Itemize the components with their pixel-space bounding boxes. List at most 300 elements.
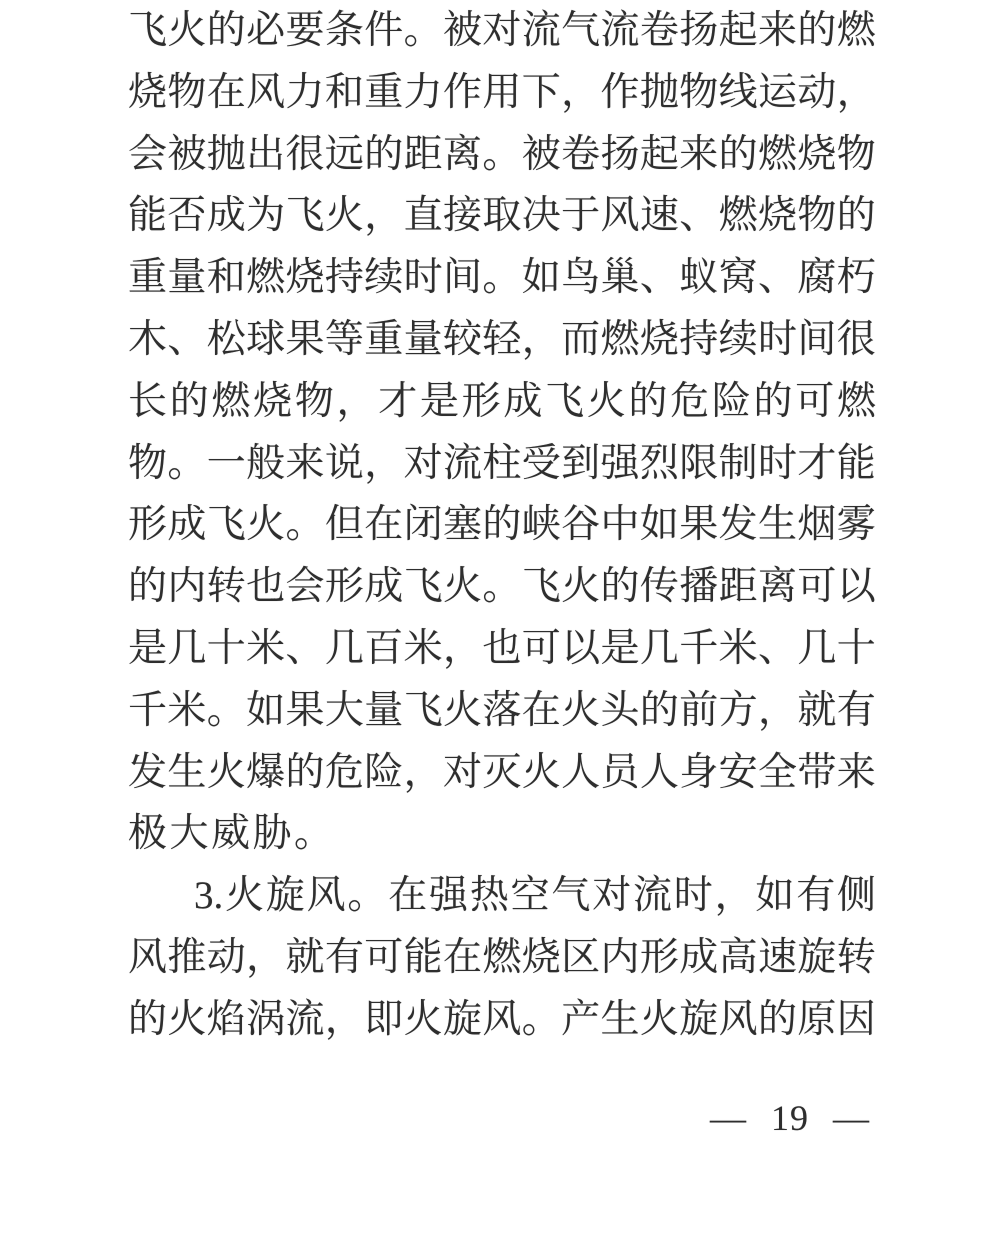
char: 物 — [167, 70, 207, 114]
char: 风 — [482, 997, 522, 1041]
char: 的 — [836, 194, 876, 238]
char: 风 — [718, 997, 758, 1041]
char: 发 — [128, 750, 168, 794]
char: 火 — [206, 750, 246, 794]
char: 烧 — [285, 256, 325, 300]
char: 对 — [592, 874, 632, 918]
char: 抛 — [639, 70, 679, 114]
text-line — [128, 124, 876, 186]
char: 可 — [364, 935, 404, 979]
char: 飞 — [545, 379, 585, 423]
char: 内 — [167, 565, 207, 609]
char: 、 — [167, 317, 207, 361]
char: 会 — [285, 565, 325, 609]
char: 火 — [167, 9, 207, 52]
char: 和 — [206, 256, 246, 300]
char: 也 — [246, 565, 286, 609]
char: 烧 — [639, 317, 679, 361]
char: 很 — [836, 317, 876, 361]
char: 来 — [679, 132, 719, 176]
char: 条 — [324, 9, 364, 52]
char: 流 — [443, 441, 483, 485]
char: 转 — [206, 565, 246, 609]
char: 热 — [469, 874, 509, 918]
page-number: — 19 — — [710, 1098, 870, 1138]
char: 动 — [206, 935, 246, 979]
text-line — [128, 309, 876, 371]
char: ， — [561, 70, 601, 114]
char: 可 — [795, 379, 835, 423]
char: 燃 — [482, 935, 522, 979]
char: ， — [521, 317, 561, 361]
text-line — [128, 989, 876, 1051]
char: 形 — [324, 565, 364, 609]
char: 转 — [836, 935, 876, 979]
char: 人 — [561, 750, 601, 794]
char: 气 — [551, 874, 591, 918]
char: 带 — [797, 750, 837, 794]
char: 烧 — [128, 70, 168, 114]
char: 即 — [364, 997, 404, 1041]
char: 中 — [600, 503, 640, 547]
char: 腐 — [797, 256, 837, 300]
char: 员 — [600, 750, 640, 794]
char: 朽 — [836, 256, 876, 300]
text-line — [128, 556, 876, 618]
char: 前 — [679, 688, 719, 732]
char: 峡 — [521, 503, 561, 547]
char: 形 — [461, 379, 501, 423]
char: 燃 — [718, 194, 758, 238]
char: 和 — [324, 70, 364, 114]
char: 燃 — [836, 379, 876, 423]
char: 很 — [285, 132, 325, 176]
char: 有 — [796, 874, 836, 918]
char: 卷 — [561, 132, 601, 176]
char: 的 — [628, 379, 668, 423]
char: 风 — [600, 194, 640, 238]
char: 在 — [364, 503, 404, 547]
char: 火 — [639, 997, 679, 1041]
char: 物 — [294, 379, 334, 423]
char: 烧 — [253, 379, 293, 423]
char: 来 — [285, 441, 325, 485]
char: 爆 — [246, 750, 286, 794]
char: 能 — [128, 194, 168, 238]
char: 量 — [167, 256, 207, 300]
text-line — [128, 618, 876, 680]
char: 时 — [673, 874, 713, 918]
char: 火 — [324, 194, 364, 238]
char: 烧 — [797, 132, 837, 176]
char: 取 — [482, 194, 522, 238]
char: 流 — [285, 997, 325, 1041]
char: ， — [324, 997, 364, 1041]
char: 起 — [718, 9, 758, 52]
char: ， — [403, 750, 443, 794]
char: 制 — [718, 441, 758, 485]
char: 几 — [324, 626, 364, 670]
char: 原 — [797, 997, 837, 1041]
char: 重 — [128, 256, 168, 300]
char: 持 — [324, 256, 364, 300]
char: 轻 — [482, 317, 522, 361]
char: 头 — [600, 688, 640, 732]
char: 火 — [443, 565, 483, 609]
char: 生 — [600, 997, 640, 1041]
char: 谷 — [561, 503, 601, 547]
char: 限 — [679, 441, 719, 485]
char: 、 — [639, 256, 679, 300]
char: 速 — [639, 194, 679, 238]
char: 间 — [443, 256, 483, 300]
char: 旋 — [679, 997, 719, 1041]
char: 在 — [443, 935, 483, 979]
char: 身 — [679, 750, 719, 794]
char: 涡 — [246, 997, 286, 1041]
char: 才 — [378, 379, 418, 423]
char: 、 — [285, 626, 325, 670]
char: 高 — [718, 935, 758, 979]
char: 几 — [639, 626, 679, 670]
char: 对 — [403, 441, 443, 485]
char: 火 — [561, 688, 601, 732]
char: 必 — [246, 9, 286, 52]
char: 运 — [758, 70, 798, 114]
char: 成 — [364, 565, 404, 609]
char: ， — [246, 935, 286, 979]
char: 烧 — [758, 194, 798, 238]
char: 可 — [797, 565, 837, 609]
char: 。 — [521, 997, 561, 1041]
char: 持 — [679, 317, 719, 361]
char: 的 — [600, 565, 640, 609]
char: 火 — [586, 379, 626, 423]
char: 直 — [403, 194, 443, 238]
char: ， — [336, 379, 376, 423]
char: 般 — [246, 441, 286, 485]
char: 量 — [364, 688, 404, 732]
text-block — [128, 0, 876, 1051]
char: 米 — [403, 626, 443, 670]
char: 长 — [128, 379, 168, 423]
char: 间 — [797, 317, 837, 361]
char: 雾 — [836, 503, 876, 547]
char: 被 — [167, 132, 207, 176]
char: 3. — [194, 874, 224, 918]
char: 时 — [758, 441, 798, 485]
char: ， — [714, 874, 754, 918]
char: 动 — [797, 70, 837, 114]
char: 扬 — [600, 132, 640, 176]
text-line — [128, 742, 876, 804]
char: 火 — [167, 997, 207, 1041]
char: 物 — [679, 70, 719, 114]
text-line — [128, 0, 876, 62]
char: 在 — [206, 70, 246, 114]
char: 说 — [324, 441, 364, 485]
char: 焰 — [206, 997, 246, 1041]
char: 米 — [167, 688, 207, 732]
char: 飞 — [521, 565, 561, 609]
char: 的 — [128, 997, 168, 1041]
char: 气 — [561, 9, 601, 52]
char: 旋 — [443, 997, 483, 1041]
char: 的 — [758, 997, 798, 1041]
char: 险 — [711, 379, 751, 423]
char: 物 — [797, 194, 837, 238]
char: 件 — [364, 9, 404, 52]
char: 物 — [836, 132, 876, 176]
char: 、 — [758, 256, 798, 300]
char: 量 — [403, 317, 443, 361]
char: 到 — [561, 441, 601, 485]
char: 安 — [718, 750, 758, 794]
char: 。 — [482, 565, 522, 609]
char: 旋 — [265, 874, 305, 918]
char: 抛 — [206, 132, 246, 176]
char: 就 — [797, 688, 837, 732]
char: 风 — [128, 935, 168, 979]
char: 险 — [364, 750, 404, 794]
char: 火 — [225, 874, 265, 918]
char: 燃 — [246, 256, 286, 300]
char: 下 — [521, 70, 561, 114]
char: 来 — [758, 9, 798, 52]
char: 续 — [718, 317, 758, 361]
char: 一 — [206, 441, 246, 485]
char: 以 — [561, 626, 601, 670]
char: 就 — [285, 935, 325, 979]
char: 速 — [758, 935, 798, 979]
char: 火 — [521, 750, 561, 794]
char: 强 — [600, 441, 640, 485]
char: 对 — [443, 750, 483, 794]
char: 飞 — [403, 688, 443, 732]
char: 有 — [324, 935, 364, 979]
char: 被 — [521, 132, 561, 176]
char: 的 — [718, 132, 758, 176]
char: 是 — [128, 626, 168, 670]
char: 扬 — [679, 9, 719, 52]
char: 十 — [836, 626, 876, 670]
char: 风 — [306, 874, 346, 918]
char: 的 — [797, 9, 837, 52]
char: 烟 — [797, 503, 837, 547]
text-line — [128, 433, 876, 495]
char: 物 — [128, 441, 168, 485]
char: 危 — [324, 750, 364, 794]
char: 空 — [510, 874, 550, 918]
char: 续 — [364, 256, 404, 300]
char: 燃 — [600, 317, 640, 361]
char: 离 — [758, 565, 798, 609]
char: 会 — [128, 132, 168, 176]
char: 飞 — [285, 194, 325, 238]
char: 内 — [600, 935, 640, 979]
char: 才 — [797, 441, 837, 485]
char: 也 — [482, 626, 522, 670]
char: 播 — [679, 565, 719, 609]
char: 可 — [521, 626, 561, 670]
char: 流 — [633, 874, 673, 918]
char: 几 — [797, 626, 837, 670]
char: 几 — [167, 626, 207, 670]
char: 时 — [758, 317, 798, 361]
char: 。 — [285, 503, 325, 547]
char: 力 — [285, 70, 325, 114]
char: 离 — [443, 132, 483, 176]
char: 危 — [670, 379, 710, 423]
text-line — [128, 185, 876, 247]
char: 对 — [482, 9, 522, 52]
char: ， — [364, 194, 404, 238]
text-line — [128, 927, 876, 989]
char: 。 — [403, 9, 443, 52]
char: 。 — [482, 132, 522, 176]
char: 千 — [128, 688, 168, 732]
char: 飞 — [206, 503, 246, 547]
char: 而 — [561, 317, 601, 361]
char: 重 — [364, 70, 404, 114]
char: 决 — [521, 194, 561, 238]
char: 百 — [364, 626, 404, 670]
char: 果 — [285, 317, 325, 361]
char: 、 — [758, 626, 798, 670]
text-line — [128, 371, 876, 433]
char: 蚁 — [679, 256, 719, 300]
char: 风 — [246, 70, 286, 114]
char: 成 — [503, 379, 543, 423]
char: 。 — [167, 441, 207, 485]
char: 的 — [753, 379, 793, 423]
char: ， — [758, 688, 798, 732]
char: 飞 — [128, 9, 168, 52]
char: 米 — [246, 626, 286, 670]
char: 烧 — [521, 935, 561, 979]
char: 米 — [718, 626, 758, 670]
char: 因 — [836, 997, 876, 1041]
char: 线 — [718, 70, 758, 114]
char: 力 — [403, 70, 443, 114]
char: 松 — [206, 317, 246, 361]
char: 的 — [482, 503, 522, 547]
char: 产 — [561, 997, 601, 1041]
char: 火 — [443, 688, 483, 732]
char: 窝 — [718, 256, 758, 300]
char: 否 — [167, 194, 207, 238]
char: 但 — [324, 503, 364, 547]
char: 距 — [718, 565, 758, 609]
char: 区 — [561, 935, 601, 979]
char: 果 — [285, 688, 325, 732]
char: 巢 — [600, 256, 640, 300]
char: 流 — [521, 9, 561, 52]
char: 能 — [403, 935, 443, 979]
char: 飞 — [403, 565, 443, 609]
char: 果 — [679, 503, 719, 547]
char: 受 — [521, 441, 561, 485]
char: 起 — [639, 132, 679, 176]
char: 的 — [128, 565, 168, 609]
char: 作 — [443, 70, 483, 114]
char: 用 — [482, 70, 522, 114]
char: 。 — [206, 688, 246, 732]
char: 于 — [561, 194, 601, 238]
char: 成 — [167, 503, 207, 547]
char: 千 — [679, 626, 719, 670]
char: 为 — [246, 194, 286, 238]
text-line — [128, 62, 876, 124]
char: 成 — [679, 935, 719, 979]
text-line — [128, 494, 876, 556]
char: 要 — [285, 9, 325, 52]
char: 鸟 — [561, 256, 601, 300]
char: 被 — [443, 9, 483, 52]
char: 火 — [561, 565, 601, 609]
char: 有 — [836, 688, 876, 732]
char: 推 — [167, 935, 207, 979]
text-line — [128, 247, 876, 309]
char: 柱 — [482, 441, 522, 485]
char: 较 — [443, 317, 483, 361]
char: 如 — [639, 503, 679, 547]
text-line — [128, 865, 876, 927]
char: 。 — [347, 874, 387, 918]
char: 火 — [403, 997, 443, 1041]
char: 重 — [364, 317, 404, 361]
char: 成 — [206, 194, 246, 238]
char: 闭 — [403, 503, 443, 547]
char: ， — [443, 626, 483, 670]
char: 能 — [836, 441, 876, 485]
char: 出 — [246, 132, 286, 176]
char: 的 — [285, 750, 325, 794]
char: 等 — [324, 317, 364, 361]
char: 形 — [639, 935, 679, 979]
char: 的 — [364, 132, 404, 176]
char: 塞 — [443, 503, 483, 547]
char: 燃 — [211, 379, 251, 423]
char: 距 — [403, 132, 443, 176]
char: 生 — [758, 503, 798, 547]
char: 来 — [836, 750, 876, 794]
char: ， — [836, 70, 876, 114]
char: 、 — [679, 194, 719, 238]
char: 燃 — [758, 132, 798, 176]
char: 全 — [758, 750, 798, 794]
char: 火 — [246, 503, 286, 547]
text-line: 极大威胁。 — [128, 812, 336, 856]
char: 如 — [246, 688, 286, 732]
char: 生 — [167, 750, 207, 794]
char: 远 — [324, 132, 364, 176]
char: 。 — [482, 256, 522, 300]
char: 传 — [639, 565, 679, 609]
char: 流 — [600, 9, 640, 52]
char: 如 — [755, 874, 795, 918]
char: 旋 — [797, 935, 837, 979]
char: 侧 — [836, 874, 876, 918]
char: 如 — [521, 256, 561, 300]
char: 木 — [128, 317, 168, 361]
char: 发 — [718, 503, 758, 547]
char: 大 — [324, 688, 364, 732]
char: 接 — [443, 194, 483, 238]
char: 的 — [206, 9, 246, 52]
char: 形 — [128, 503, 168, 547]
char: 在 — [521, 688, 561, 732]
